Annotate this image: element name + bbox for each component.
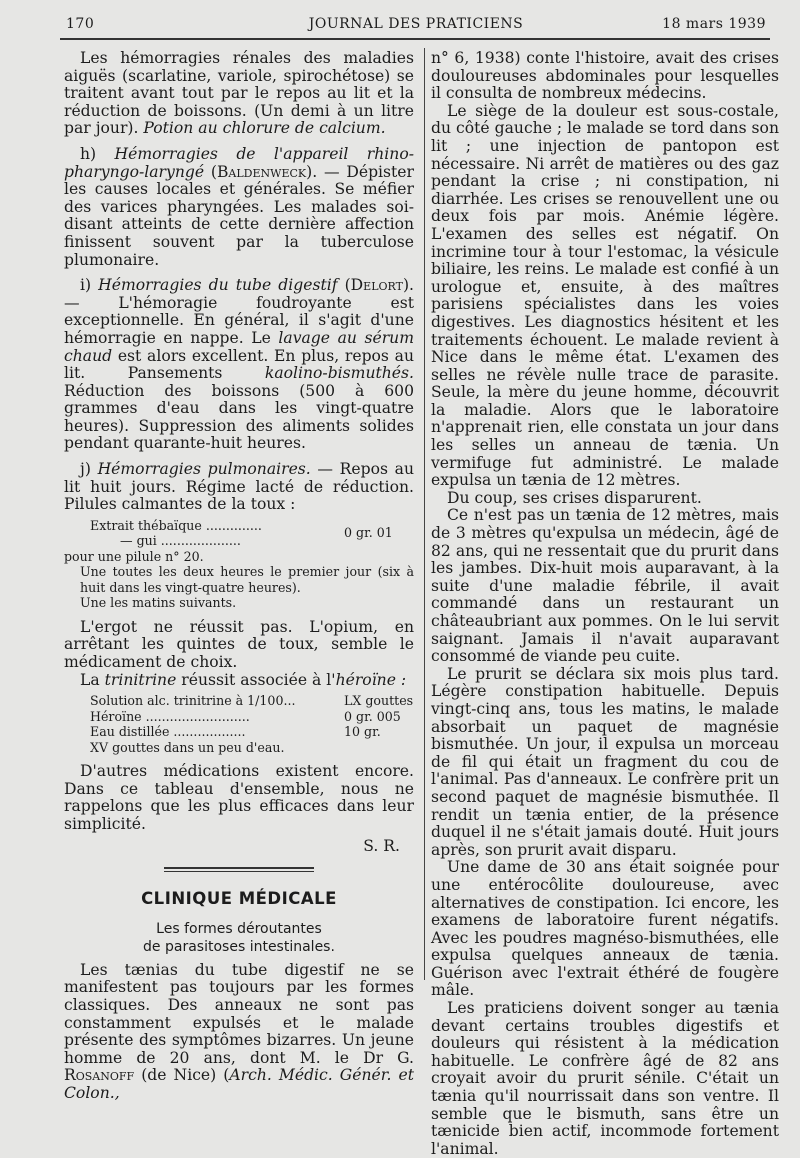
emphasis-text: héroïne : xyxy=(335,670,407,689)
paragraph-text: Les hémorragies rénales des maladies aiguës (scarlatine, variole, spirochétose) se traitent avant tout par le repos au lit et la réduction de boissons. (Un demi à un litre par jour). xyxy=(64,49,414,138)
author-name: (Delort). xyxy=(337,276,414,295)
recipe-row xyxy=(90,724,414,740)
paragraph-text: (de Nice) ( xyxy=(134,1066,230,1085)
section-j xyxy=(64,461,414,514)
paragraph-text: — Repos au lit huit jours. Régime lacté de réduction. Pilules calmantes de la toux : xyxy=(64,460,414,514)
paragraph-text: Réduction des boissons (500 à 600 grammes d'eau dans les vingt-quatre heures). Suppression des aliments solides pendant quarante-huit heures. xyxy=(64,381,414,453)
journal-title: JOURNAL DES PRATICIENS xyxy=(308,16,524,32)
article-title-line: Les formes déroutantes xyxy=(156,920,322,937)
recipe-row xyxy=(64,518,414,549)
paragraph-conclusion: D'autres médications existent encore. Dans ce tableau d'ensemble, nous ne rappelons que les plus efficaces dans leur simplicité. xyxy=(64,762,414,833)
paragraph-case-3: Une dame de 30 ans était soignée pour une entérocôlite douloureuse, avec alternatives de constipation. Ici encore, les examens de laboratoire furent négatifs. Avec les poudres magnéso-bismuthées, elle expulsa quelques anneaux de tænia. Guérison avec l'extrait éthéré de fougère mâle. xyxy=(431,858,779,1000)
paragraph-text: est alors excellent. En plus, repos au lit. Pansements xyxy=(64,346,414,383)
paragraph-renal xyxy=(64,50,414,138)
paragraph-trinitrine xyxy=(64,672,414,690)
recipe-dose: 10 gr. xyxy=(344,724,381,740)
section-heading: Hémorragies du tube digestif xyxy=(98,276,338,295)
paragraph-case-2: Ce n'est pas un tænia de 12 mètres, mais de 3 mètres qu'expulsa un médecin, âgé de 82 ans, qui ne ressentait que du prurit dans les jambes. Dix-huit mois auparavant, à la suite d'une maladie fébrile, il avait commandé dans un restaurant un châteaubriant aux pommes. On le lui servit saignant. Jamais il n'avait auparavant consommé de viande peu cuite. xyxy=(431,506,779,666)
recipe-dose: 0 gr. 01 xyxy=(344,524,393,540)
author-name: (Baldenweck). xyxy=(204,162,318,181)
emphasis-text: trinitrine xyxy=(104,670,177,689)
header-rule xyxy=(60,38,770,40)
paragraph-text: La xyxy=(80,670,105,689)
recipe-ingredient: Eau distillée .................. xyxy=(90,724,246,740)
paragraph-case-1: Le siège de la douleur est sous-costale, du côté gauche ; le malade se tord dans son lit ; une injection de pantopon est nécessaire. Ni arrêt de matières ou des gaz pendant la crise ; ni constipation, ni diarrhée. Les crises se renouvellent une ou deux fois par mois. Anémie légère. L'examen des selles est négatif. On incrimine tour à tour l'estomac, la vésicule biliaire, les reins. Le malade est confié à un urologue et, ensuite, à des maîtres parisiens spécialistes dans les voies digestives. Les diagnostics hésitent et les traitements échouent. Le malade revient à Nice dans le même état. L'examen des selles ne révèle nulle trace de parasite. Seule, la mère du jeune homme, découvrit la maladie. Alors que le laboratoire n'apprenait rien, elle constata un jour dans les selles un anneau de tænia. Un vermifuge fut administré. Le malade expulsa un tænia de 12 mètres. xyxy=(431,101,779,490)
article-title xyxy=(64,920,414,956)
emphasis-text: kaolino-bismuthés. xyxy=(264,364,414,383)
recipe-note: Une les matins suivants. xyxy=(80,595,237,611)
right-column xyxy=(431,50,779,1158)
section-label: i) xyxy=(80,276,99,295)
author-name: Rosanoff xyxy=(64,1066,135,1085)
section-heading: Hémorragies pulmonaires. xyxy=(97,460,311,479)
paragraph-text: — Dépister les causes locales et générales. Se méfier des varices pharyngées. Les malades soi-disant atteints de cette dernière affection finissent souvent par la tuberculose plumonaire. xyxy=(64,162,414,269)
section-rule xyxy=(164,871,314,872)
column-divider xyxy=(424,48,425,980)
paragraph-text: réussit associée à l' xyxy=(176,670,336,689)
recipe-dose: LX gouttes xyxy=(344,693,414,709)
paragraph-conclusion: Les praticiens doivent songer au tænia devant certains troubles digestifs et douleurs qui résistent à la médication habituelle. Le confrère âgé de 82 ans croyait avoir du prurit sénile. C'était un tænia qu'il nourrissait dans son ventre. Il semble que le bismuth, sans être un tænicide bien actif, incommode fortement l'animal. xyxy=(431,999,779,1158)
article-title-line: de parasitoses intestinales. xyxy=(143,938,335,955)
section-label: j) xyxy=(80,460,98,479)
recipe-ingredient: Solution alc. trinitrine à 1/100... xyxy=(90,693,296,709)
recipe-note: pour une pilule n° 20. xyxy=(64,548,204,564)
page-number: 170 xyxy=(66,16,95,32)
paragraph-taenias xyxy=(64,962,414,1103)
recipe-note: Une toutes les deux heures le premier jour (six à huit dans les vingt-quatre heures). xyxy=(80,564,414,595)
section-title: CLINIQUE MÉDICALE xyxy=(141,889,337,909)
page-header xyxy=(66,16,766,38)
recipe-row xyxy=(90,709,414,725)
paragraph-ergot: L'ergot ne réussit pas. L'opium, en arrêtant les quintes de toux, semble le médicament de choix. xyxy=(64,617,414,672)
recipe-note: XV gouttes dans un peu d'eau. xyxy=(90,739,285,755)
section-h xyxy=(64,146,414,269)
section-label: h) xyxy=(80,144,115,163)
section-i xyxy=(64,277,414,453)
citation-text: Arch. Médic. Génér. et Colon., xyxy=(64,1066,414,1102)
potion-text: Potion au chlorure de calcium. xyxy=(143,119,386,138)
paragraph-continued: n° 6, 1938) conte l'histoire, avait des crises douloureuses abdominales pour lesquelles il consulta de nombreux médecins. xyxy=(431,49,779,103)
section-heading: Hémorragies de l'appareil rhino-pharyngo-laryngé xyxy=(64,144,414,181)
paragraph-outcome: Du coup, ses crises disparurent. xyxy=(447,488,702,507)
recipe-ingredients xyxy=(90,518,344,549)
section-rule xyxy=(164,867,314,869)
prescription-pills xyxy=(64,518,414,611)
recipe-dose: 0 gr. 005 xyxy=(344,708,401,724)
prescription-trinitrine xyxy=(64,693,414,755)
paragraph-text: Les tænias du tube digestif ne se manifestent pas toujours par les formes classiques. Des anneaux ne sont pas constamment expulsés et le malade présente des symptômes bizarres. Un jeune homme de 20 ans, dont M. le Dr G. xyxy=(64,960,414,1067)
recipe-row xyxy=(90,693,414,709)
issue-date: 18 mars 1939 xyxy=(662,16,766,32)
paragraph-text: — L'hémoragie foudroyante est exceptionnelle. En général, il s'agit d'une hémorragie en nappe. Le xyxy=(64,293,414,347)
paragraph-prurit: Le prurit se déclara six mois plus tard. Légère constipation habituelle. Depuis vingt-cinq ans, tous les matins, le malade absorbait un paquet de magnésie bismuthée. Un jour, il expulsa un morceau de fil qui était un fragment du cou de l'animal. Pas d'anneaux. Le confrère prit un second paquet de magnésie bismuthée. Il rendit un tænia entier, de la présence duquel il ne s'était jamais douté. Huit jours après, son prurit avait disparu. xyxy=(431,664,779,859)
recipe-ingredient: Extrait thébaïque .............. xyxy=(90,517,262,533)
left-column xyxy=(64,50,414,1103)
emphasis-text: lavage au sérum chaud xyxy=(64,328,414,365)
recipe-ingredient: — gui .................... xyxy=(120,533,241,549)
recipe-ingredient: Héroïne .......................... xyxy=(90,708,250,724)
author-signature: S. R. xyxy=(363,836,400,855)
